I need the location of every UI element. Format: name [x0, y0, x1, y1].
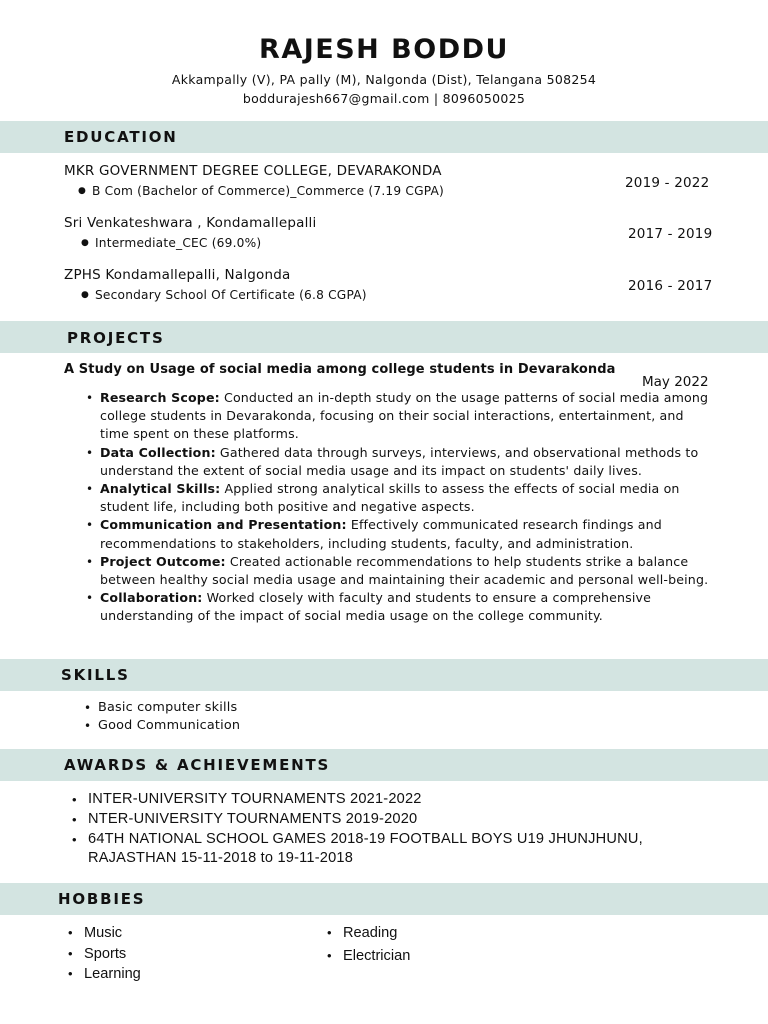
skills-list: [98, 699, 240, 735]
education-degree: Secondary School Of Certificate (6.8 CGPA): [95, 288, 367, 302]
education-section-header: [0, 121, 768, 153]
education-school: Sri Venkateshwara , Kondamallepalli: [64, 215, 317, 231]
education-school: MKR GOVERNMENT DEGREE COLLEGE, DEVARAKONDA: [64, 163, 442, 179]
list-item: • Learning: [84, 964, 141, 985]
project-points: [100, 389, 712, 626]
list-item: • Good Communication: [98, 717, 240, 735]
list-item: • Electrician: [343, 945, 410, 968]
hobbies-list-right: [343, 922, 410, 967]
point-label: Collaboration:: [100, 590, 203, 606]
list-item: • Sports: [84, 944, 141, 965]
education-years: 2017 - 2019: [628, 226, 713, 242]
point-label: Analytical Skills:: [100, 481, 221, 497]
education-school: ZPHS Kondamallepalli, Nalgonda: [64, 267, 291, 283]
awards-section-header: [0, 749, 768, 781]
education-degree: B Com (Bachelor of Commerce)_Commerce (7.19 CGPA): [92, 184, 445, 198]
list-item: [100, 444, 712, 480]
contact-info: boddurajesh667@gmail.com | 8096050025: [242, 91, 526, 106]
project-date: May 2022: [642, 374, 709, 390]
list-item: • Reading: [343, 922, 410, 945]
skills-section-header: [0, 659, 768, 691]
point-label: Project Outcome:: [100, 553, 226, 569]
point-text: Conducted an in-depth study on the usage patterns of social media among college students in Devarakonda, focusing on their social interactions, entertainment, and time spent on these platforms.: [100, 390, 709, 442]
list-item: [100, 589, 712, 625]
list-item: • INTER-UNIVERSITY TOURNAMENTS 2021-2022: [88, 790, 678, 810]
education-years: 2016 - 2017: [628, 278, 713, 294]
list-item: • Music: [84, 923, 141, 944]
list-item: [100, 516, 712, 552]
point-text: Gathered data through surveys, interviews, and observational methods to understand the extent of social media usage and its impact on students' daily lives.: [100, 444, 699, 478]
list-item: [100, 389, 712, 444]
candidate-name: RAJESH BODDU: [259, 34, 509, 65]
address: Akkampally (V), PA pally (M), Nalgonda (Dist), Telangana 508254: [171, 72, 597, 87]
hobbies-section-header: [0, 883, 768, 915]
point-text: Applied strong analytical skills to assess the effects of social media on student life, including both positive and negative aspects.: [100, 481, 680, 515]
list-item: • NTER-UNIVERSITY TOURNAMENTS 2019-2020: [88, 810, 678, 830]
education-years: 2019 - 2022: [625, 175, 710, 191]
list-item: [100, 480, 712, 516]
education-degree: Intermediate_CEC (69.0%): [95, 236, 262, 250]
project-title: A Study on Usage of social media among college students in Devarakonda: [64, 362, 616, 377]
awards-list: [88, 790, 678, 869]
hobbies-title: HOBBIES: [58, 890, 146, 908]
projects-title: PROJECTS: [67, 329, 165, 347]
point-text: Created actionable recommendations to help students strike a balance between healthy social media usage and maintaining their academic and personal well-being.: [100, 553, 709, 588]
point-text: Worked closely with faculty and students to ensure a comprehensive understanding of the impact of social media usage on the college community.: [100, 590, 652, 624]
awards-title: AWARDS & ACHIEVEMENTS: [64, 756, 331, 774]
list-item: • 64TH NATIONAL SCHOOL GAMES 2018-19 FOOTBALL BOYS U19 JHUNJHUNU, RAJASTHAN 15-11-2018 to 19-11-2018: [88, 830, 678, 870]
bullet-icon: ●: [81, 290, 89, 300]
list-item: • Basic computer skills: [98, 699, 240, 717]
projects-section-header: [0, 321, 768, 353]
hobbies-list-left: [84, 923, 141, 985]
list-item: [100, 553, 712, 589]
point-text: Effectively communicated research findings and recommendations to stakeholders, including students, faculty, and administration.: [100, 517, 662, 551]
skills-title: SKILLS: [61, 666, 130, 684]
point-label: Communication and Presentation:: [100, 517, 347, 533]
education-title: EDUCATION: [64, 128, 178, 146]
point-label: Data Collection:: [100, 444, 216, 460]
point-label: Research Scope:: [100, 390, 220, 405]
bullet-icon: ●: [78, 186, 86, 196]
bullet-icon: ●: [81, 238, 89, 248]
